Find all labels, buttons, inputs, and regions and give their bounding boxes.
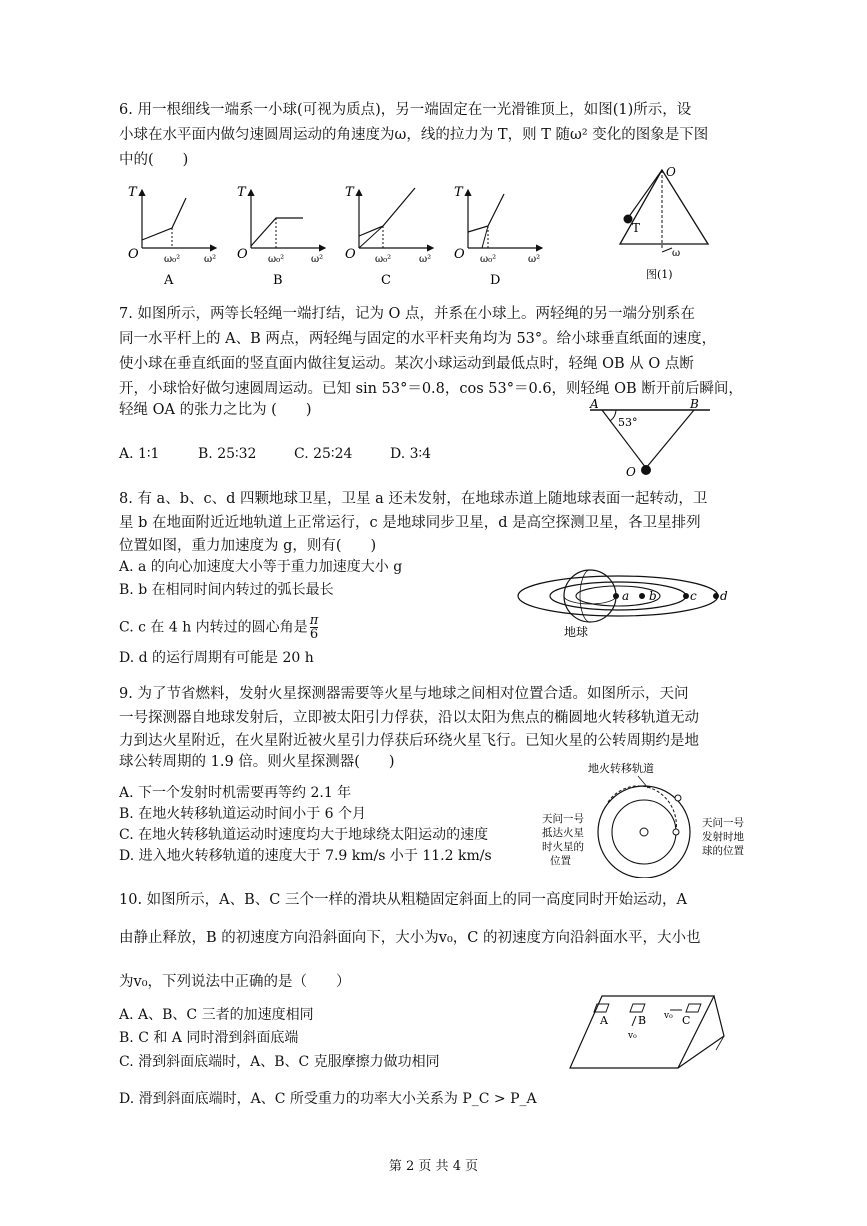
omega-label: ω [672,248,681,259]
q6-line-1: 6. 用一根细线一端系一小球(可视为质点)，另一端固定在一光滑锥顶上，如图(1)所示，设 [119,102,692,118]
block-a-label: A [600,1014,608,1027]
figure-caption: 图(1) [646,268,673,281]
q9-option-a: A. 下一个发射时机需要再等约 2.1 年 [119,785,352,801]
x-label: ω² [528,254,541,265]
q7-line-3: 使小球在垂直纸面的竖直面内做往复运动。某次小球运动到最低点时，轻绳 OB 从 O 点断 [119,356,694,372]
sat-a-label: a [622,589,630,603]
q10-option-b: B. C 和 A 同时滑到斜面底端 [119,1030,299,1046]
q7-line-4: 开，小球恰好做匀速圆周运动。已知 sin 53°＝0.8，cos 53°＝0.6，则轻绳 OB 断开前后瞬间， [119,381,743,397]
a-label: A [590,397,599,411]
q6-graph-c [341,180,441,292]
graph-label: D [490,273,501,288]
q10-incline-figure [566,990,728,1076]
graph-label: B [273,273,283,288]
y-label: T [454,185,463,200]
block-b-label: B [638,1014,647,1027]
page-footer: 第 2 页 共 4 页 [388,1159,479,1174]
q10-line-3: 为v₀，下列说法中正确的是（ ） [119,974,351,990]
ball [641,465,651,475]
q8-option-b: B. b 在相同时间内转过的弧长最长 [119,582,334,598]
q9-option-b: B. 在地火转移轨道运动时间小于 6 个月 [119,806,366,822]
q7-option-d: D. 3∶4 [390,446,432,462]
y-label: T [237,185,246,200]
origin-label: O [128,247,139,262]
apex-label: O [666,165,676,179]
origin-label: O [454,247,465,262]
q9-option-c: C. 在地火转移轨道运动时速度均大于地球绕太阳运动的速度 [119,827,489,843]
q7-option-b: B. 25∶32 [198,446,257,462]
q7-option-a: A. 1∶1 [119,446,160,462]
q6-graph-a [124,180,224,292]
q8-option-c-text: C. c 在 4 h 内转过的圆心角是 [119,619,308,636]
origin-label: O [345,247,356,262]
q7-line-1: 7. 如图所示，两等长轻绳一端打结，记为 O 点，并系在小球上。两轻绳的另一端分别系在 [119,306,696,322]
q7-line-2: 同一水平杆上的 A、B 两点，两轻绳与固定的水平杆夹角均为 53°。给小球垂直纸面的速度， [119,331,717,347]
earth-position-label: 天问一号 发射时地 球的位置 [702,817,744,857]
earth-label: 地球 [564,625,589,639]
q7-line-5: 轻绳 OA 的张力之比为 ( ) [119,402,312,418]
q10-option-d: D. 滑到斜面底端时，A、C 所受重力的功率大小关系为 P_C > P_A [119,1091,537,1107]
q6-graph-d [450,180,550,292]
q7-option-c: C. 25∶24 [294,446,353,462]
q9-line-2: 一号探测器自地球发射后，立即被太阳引力俘获，沿以太阳为焦点的椭圆地火转移轨道无动 [119,710,699,726]
y-label: T [345,185,354,200]
block-c-label: C [682,1014,691,1027]
q9-option-d: D. 进入地火转移轨道的速度大于 7.9 km/s 小于 11.2 km/s [119,848,492,864]
sat-b-label: b [649,589,657,603]
mars-position-label: 天问一号 抵达火星 时火星的 位置 [542,813,584,867]
q6-cone-figure [610,162,720,290]
denominator: 6 [309,627,319,642]
transfer-orbit-label: 地火转移轨道 [588,762,654,775]
q6-graph-b [233,180,333,292]
b-label: B [690,397,699,411]
q10-option-c: C. 滑到斜面底端时，A、B、C 克服摩擦力做功相同 [119,1054,440,1070]
q10-option-a: A. A、B、C 三者的加速度相同 [119,1007,314,1023]
q8-line-1: 8. 有 a、b、c、d 四颗地球卫星，卫星 a 还未发射，在地球赤道上随地球表面一起转动，卫 [119,491,708,507]
tick-label: ω₀² [268,254,285,265]
tick-label: ω₀² [375,254,392,265]
tick-label: ω₀² [480,254,497,265]
q9-line-1: 9. 为了节省燃料，发射火星探测器需要等火星与地球之间相对位置合适。如图所示，天问 [119,686,689,702]
q9-line-4: 球公转周期的 1.9 倍。则火星探测器( ) [119,754,395,770]
t-label: T [632,221,641,235]
q9-figure [540,756,762,878]
tick-label: ω₀² [164,254,181,265]
q8-option-d: D. d 的运行周期有可能是 20 h [119,650,314,666]
q10-line-2: 由静止释放，B 的初速度方向沿斜面向下，大小为v₀，C 的初速度方向沿斜面水平，大小也 [119,930,701,946]
q9-line-3: 力到达火星附近，在火星附近被火星引力俘获后环绕火星飞行。已知火星的公转周期约是地 [119,733,699,749]
graph-label: A [164,273,174,288]
q7-figure [582,396,722,480]
sat-d-label: d [720,589,728,603]
angle-label: 53° [618,416,638,429]
v0-down-label: v₀ [628,1031,637,1041]
origin-label: O [237,247,248,262]
numerator: π [309,613,319,628]
q8-option-a: A. a 的向心加速度大小等于重力加速度大小 g [119,559,403,575]
x-label: ω² [419,254,432,265]
graph-label: C [381,273,391,288]
x-label: ω² [204,254,217,265]
q8-line-3: 位置如图，重力加速度为 g，则有( ) [119,538,377,554]
q6-line-2: 小球在水平面内做匀速圆周运动的角速度为ω，线的拉力为 T，则 T 随ω² 变化的图象是下图 [119,127,709,143]
y-label: T [128,185,137,200]
o-label: O [626,465,636,479]
sat-c-label: c [690,589,697,603]
q8-figure [510,560,750,642]
v0-horizontal-label: v₀ [664,1011,673,1021]
q6-line-3: 中的( ) [119,152,189,168]
x-label: ω² [311,254,324,265]
q8-line-2: 星 b 在地面附近近地轨道上正常运行，c 是地球同步卫星，d 是高空探测卫星，各卫星排列 [119,515,701,531]
fraction [310,614,319,641]
q8-option-c [119,614,318,641]
q10-line-1: 10. 如图所示，A、B、C 三个一样的滑块从粗糙固定斜面上的同一高度同时开始运动，A [119,892,687,908]
